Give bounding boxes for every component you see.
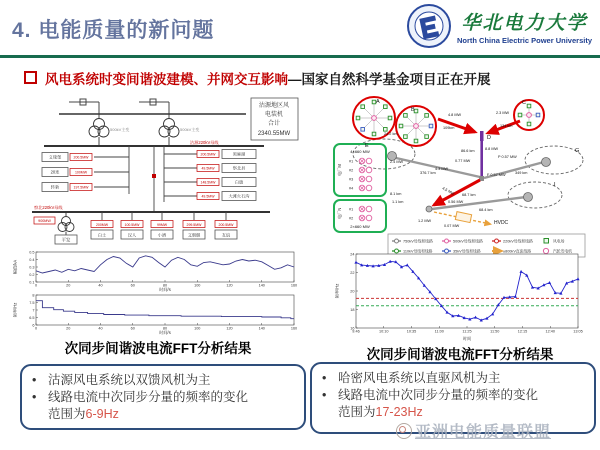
svg-text:幅值/kA: 幅值/kA: [12, 259, 18, 275]
svg-text:8: 8: [32, 293, 35, 298]
mw-label: 4.8 MW: [448, 113, 462, 117]
left-caption: 次同步间谐波电流FFT分析结果: [64, 341, 252, 356]
svg-text:100: 100: [194, 326, 201, 331]
fft-amplitude-chart: [12, 249, 300, 292]
svg-text:80: 80: [162, 283, 168, 288]
svg-text:时间: 时间: [462, 336, 472, 341]
total-line: 合计: [267, 121, 281, 127]
mw-label: 2.3 MW: [496, 111, 510, 115]
bullet-text-black: —国家自然科学基金项目正在开展: [288, 72, 491, 87]
svg-text:500kV母线和线路: 500kV母线和线路: [453, 239, 483, 244]
svg-text:40: 40: [98, 326, 103, 331]
svg-text:0.1: 0.1: [29, 280, 35, 285]
total-line: 2340.55MW: [257, 131, 291, 137]
dot-bullet-icon: •: [322, 371, 327, 385]
node-g-label: G: [575, 148, 580, 154]
plant-n-name: 电厂N: [337, 207, 342, 219]
svg-text:12:15: 12:15: [517, 329, 528, 334]
measure-point: [152, 174, 156, 178]
svg-text:#3: #3: [349, 177, 354, 182]
alliance-logo-icon: [396, 423, 412, 439]
svg-text:60: 60: [130, 326, 135, 331]
hvdc-label: HVDC: [494, 220, 509, 226]
svg-text:100.5MW: 100.5MW: [124, 222, 140, 227]
svg-text:13:05: 13:05: [573, 329, 583, 334]
plant-transformer-symbol: [58, 212, 74, 235]
svg-text:750kV母线和线路: 750kV母线和线路: [403, 239, 433, 244]
main-transformer-symbol: [89, 114, 179, 146]
svg-text:#2: #2: [349, 168, 354, 173]
svg-text:16: 16: [350, 326, 355, 331]
svg-text:140: 140: [258, 283, 265, 288]
svg-text:11:50: 11:50: [490, 329, 500, 334]
note-text: 哈密风电系统以直驱风机为主: [338, 371, 501, 385]
svg-text:10:10: 10:10: [378, 329, 389, 334]
km-label: 8.1 km: [390, 192, 402, 196]
plant-m-cap: 4×660 MW: [350, 149, 370, 154]
tx-label: 500kV主变: [180, 127, 200, 132]
svg-text:80: 80: [162, 326, 168, 331]
svg-text:100: 100: [194, 283, 201, 288]
mw-label: 0.77 MW: [455, 159, 471, 163]
svg-text:#1: #1: [349, 159, 354, 164]
svg-text:0.4: 0.4: [29, 257, 35, 262]
node-e-label: E: [365, 143, 369, 149]
svg-text:大滩火石沟: 大滩火石沟: [228, 193, 250, 199]
svg-text:黑麻湖: 黑麻湖: [232, 151, 246, 157]
note-highlight: 6-9Hz: [85, 406, 119, 421]
svg-text:7: 7: [32, 308, 35, 313]
f-label: F 0.57 MW: [487, 173, 506, 177]
svg-text:197.5MW: 197.5MW: [73, 185, 89, 190]
svg-text:200.5MW: 200.5MW: [200, 152, 216, 157]
note-text: 线路电流中次同步分量的频率的变化: [338, 387, 539, 402]
university-logo: [406, 3, 592, 49]
svg-text:汉人: 汉人: [127, 232, 137, 238]
total-line: 电装机: [264, 112, 284, 118]
svg-text:义缘堡: 义缘堡: [48, 154, 62, 160]
svg-text:160: 160: [290, 283, 298, 288]
svg-text:0.5: 0.5: [29, 250, 35, 255]
plant-mw: 900MW: [38, 219, 51, 224]
svg-text:100MW: 100MW: [74, 170, 88, 175]
svg-text:文朝继: 文朝继: [187, 232, 201, 238]
bus3-label: 察北220kV母线: [34, 205, 63, 210]
svg-text:±800kV直流线路: ±800kV直流线路: [503, 249, 532, 254]
left-note-box: [20, 364, 306, 430]
bullet-text-red: 风电系统时变间谐波建模、并网交互影响: [45, 72, 288, 87]
svg-text:白土: 白土: [97, 232, 107, 238]
svg-text:220kV母线和线路: 220kV母线和线路: [503, 239, 533, 244]
svg-text:转新: 转新: [50, 184, 60, 190]
svg-text:22: 22: [350, 270, 355, 275]
hvdc-converter: [455, 212, 471, 223]
svg-text:49.5MW: 49.5MW: [201, 194, 215, 199]
svg-text:白旗: 白旗: [234, 179, 244, 185]
svg-text:7.5: 7.5: [29, 300, 35, 305]
square-bullet-icon: [24, 71, 37, 84]
km-label: 109km: [443, 126, 455, 130]
university-emblem-icon: [406, 3, 452, 49]
note-text: 沽源风电系统以双馈风机为主: [48, 373, 211, 387]
plant-n-cap: 2×660 MW: [350, 224, 370, 229]
km-label: 349 km: [515, 171, 528, 175]
svg-text:110kV母线和线路: 110kV母线和线路: [403, 249, 433, 254]
note-text: 线路电流中次同步分量的频率的变化: [48, 389, 249, 404]
bus-d: [480, 131, 484, 141]
svg-text:风电场: 风电场: [553, 239, 565, 244]
guyuan-circuit-diagram: [14, 94, 302, 248]
svg-text:频率/Hz: 频率/Hz: [12, 302, 18, 318]
note-text: 范围为: [48, 406, 86, 421]
svg-text:160: 160: [290, 326, 298, 331]
node-c-label: C: [522, 100, 526, 106]
svg-text:0.2: 0.2: [29, 272, 35, 277]
svg-text:#2: #2: [349, 216, 354, 221]
svg-text:299.5MW: 299.5MW: [186, 222, 202, 227]
bus2-label: 沽源220kV母线: [190, 140, 219, 145]
note-highlight: 17-23Hz: [375, 404, 423, 419]
svg-text:200.5MW: 200.5MW: [218, 222, 234, 227]
node-d-label: D: [487, 135, 491, 141]
mw-label: 1.2 MW: [418, 219, 432, 223]
svg-text:40: 40: [98, 283, 103, 288]
university-name-cn: 华北电力大学: [461, 12, 588, 34]
dot-bullet-icon: •: [32, 373, 37, 387]
svg-text:#1: #1: [349, 207, 354, 212]
plant-name: 平发: [61, 237, 71, 243]
svg-text:18: 18: [350, 307, 355, 312]
svg-text:6: 6: [32, 323, 35, 328]
page-title: 4. 电能质量的新问题: [12, 19, 215, 42]
svg-text:20: 20: [66, 326, 71, 331]
svg-text:12:40: 12:40: [545, 329, 556, 334]
km-label: 68.7 km: [462, 193, 476, 197]
svg-text:120: 120: [226, 283, 233, 288]
svg-text:20: 20: [350, 289, 355, 294]
fft-frequency-chart: [12, 292, 300, 335]
svg-text:11:00: 11:00: [434, 329, 444, 334]
svg-text:140: 140: [258, 326, 265, 331]
svg-text:时间/s: 时间/s: [159, 287, 171, 292]
mw-label: 0.07 MW: [444, 224, 460, 228]
top-feeders: [69, 99, 169, 114]
svg-text:6.5: 6.5: [29, 315, 35, 320]
header-divider: [0, 55, 600, 58]
km-label: 24.2 km: [384, 132, 398, 136]
plant-m-name: 电厂M: [337, 164, 342, 176]
node-b-label: B: [411, 107, 415, 113]
mw-label: 2.4 MW: [390, 160, 404, 164]
svg-text:200.5MW: 200.5MW: [73, 155, 89, 160]
svg-text:#4: #4: [349, 186, 354, 191]
dot-bullet-icon: •: [322, 387, 327, 402]
dot-bullet-icon: •: [32, 389, 37, 404]
svg-text:60: 60: [130, 283, 135, 288]
hami-network-diagram: [332, 92, 588, 258]
total-line: 沽源地区风: [258, 103, 290, 109]
svg-text:友谊: 友谊: [221, 232, 231, 238]
svg-text:察北县: 察北县: [232, 165, 246, 171]
mw-label: 4.5 MW: [441, 186, 455, 197]
watermark-text: 亚洲电能质量联盟: [415, 424, 552, 441]
svg-text:10:35: 10:35: [406, 329, 417, 334]
svg-text:汽轮发电机: 汽轮发电机: [553, 249, 572, 254]
svg-text:0: 0: [34, 283, 38, 288]
svg-text:时间/s: 时间/s: [159, 330, 171, 335]
plant-units: [349, 158, 372, 221]
svg-text:20连: 20连: [50, 169, 60, 175]
mw-label: 8.8 MW: [485, 147, 499, 151]
node-a-label: A: [376, 99, 380, 105]
svg-text:9:46: 9:46: [352, 329, 360, 334]
section-bullet: [24, 68, 491, 88]
svg-text:0.3: 0.3: [29, 265, 35, 270]
node-i-label: I: [554, 182, 556, 188]
km-label: 1.1 km: [392, 200, 404, 204]
km-label: 376.7 km: [420, 171, 436, 175]
frequency-time-chart: [334, 250, 586, 341]
svg-text:35kV母线和线路: 35kV母线和线路: [453, 249, 481, 254]
svg-text:20: 20: [66, 283, 71, 288]
right-caption: 次同步间谐波电流FFT分析结果: [366, 347, 554, 362]
svg-text:49.5MW: 49.5MW: [201, 166, 215, 171]
university-name-en: North China Electric Power University: [456, 35, 592, 45]
svg-text:11:25: 11:25: [462, 329, 472, 334]
svg-text:148.5MW: 148.5MW: [200, 180, 216, 185]
svg-text:0: 0: [34, 326, 38, 331]
ac-lines: [396, 158, 544, 209]
svg-text:小洒: 小洒: [157, 232, 167, 238]
mw-label: 0.56 MW: [448, 200, 464, 204]
km-label: 86.6 km: [461, 149, 475, 153]
note-text: 范围为: [338, 404, 376, 419]
p-label: P 0.57 MW: [498, 155, 517, 159]
svg-text:200MW: 200MW: [95, 222, 109, 227]
km-label: 68.4 km: [479, 208, 493, 212]
svg-text:24: 24: [350, 252, 355, 257]
km-label: 134 km: [500, 124, 513, 128]
watermark: [396, 419, 551, 442]
svg-text:99MW: 99MW: [156, 222, 168, 227]
tx-label: 500kV主变: [110, 127, 130, 132]
svg-text:频率/Hz: 频率/Hz: [334, 283, 340, 299]
svg-text:120: 120: [226, 326, 233, 331]
mw-label: 4.3 MW: [435, 167, 449, 171]
